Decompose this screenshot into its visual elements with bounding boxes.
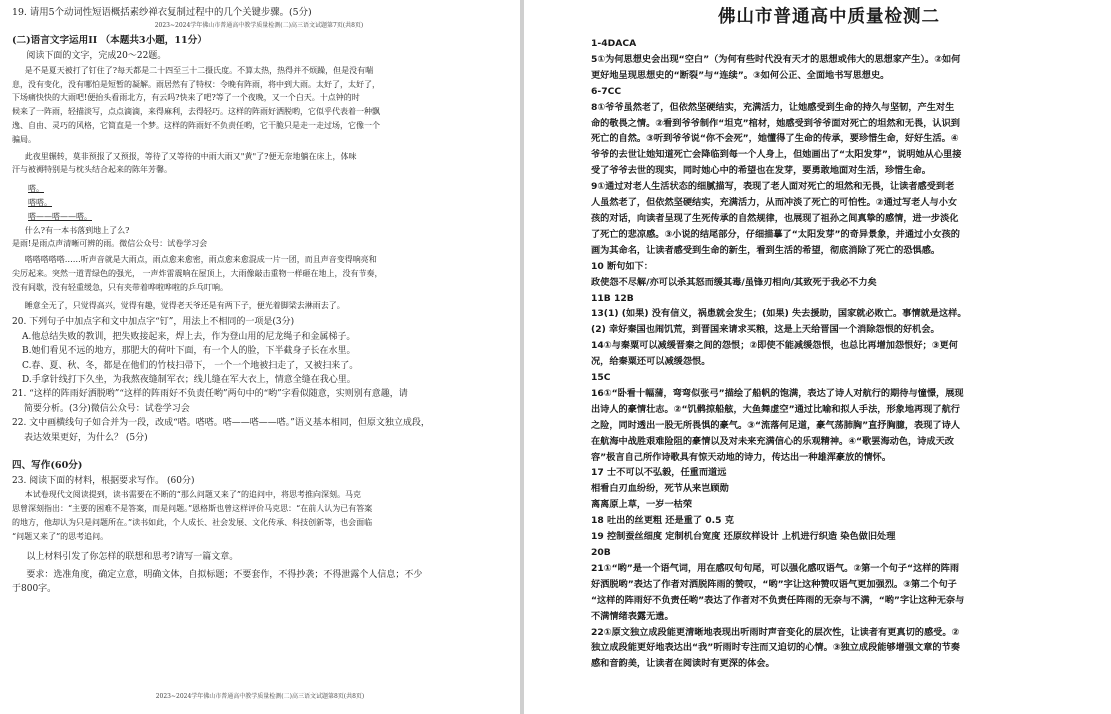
- right-page-answer-key: [524, 0, 1111, 714]
- section-heading-language-use: (二)语言文字运用II （本题共3小题，11分）: [12, 35, 207, 47]
- answer-line: 爷爷的去世让她知道死亡会降临到每一个人身上，但她画出了“太阳发芽”，说明她从心里接: [591, 149, 962, 161]
- answer-line: 5①为何思想史会出现“空白”（为何有些时代没有天才的思想或伟大的思想家产生）。②如何: [591, 53, 961, 65]
- question-line: 简要分析。(3分)微信公众号：试卷学习会: [24, 403, 190, 414]
- passage-line: 息，没有变化，没有哪怕是短暂的凝解。雨居然有了特权：令晚有阵雨，将中到大雨。太好了，太好了，: [12, 79, 380, 89]
- passage-line: 没有间歇，没有轻重缓急，只有夹带着哗啦哗啦的乒乓叮响。: [12, 282, 228, 292]
- answer-line: 孩的对话，向读者呈现了生死传承的自然规律，也展现了祖孙之间真挚的感情，进一步淡化: [591, 212, 959, 224]
- writing-section-heading: 四、写作(60分): [12, 460, 83, 472]
- passage-line: 此夜里辗转，莫非预报了又预报，等待了又等待的中雨大雨又"黄"了?便无奈地躺在床上，体味: [24, 151, 357, 161]
- question-20-options: [12, 330, 506, 388]
- answer-line: 不满情绪表露无遗。: [591, 610, 674, 622]
- answer-line: 6-7CC: [591, 85, 622, 97]
- writing-requirements: [12, 568, 506, 597]
- answer-line: 命的敬畏之情。②看到爷爷制作“坦克”棺材，她感受到爷爷面对死亡的坦然和无畏，认识到: [591, 117, 960, 129]
- answer-line: 死亡的自然。③听到爷爷说“你不会死”，她懂得了生命的传承，要珍惜生命，好好生活。④: [591, 133, 959, 145]
- question-line: 22. 文中画横线句子如合并为一段，改成“嗒。嗒嗒。嗒——嗒——嗒。”语义基本相同，但原文独立成段，: [12, 418, 430, 429]
- answer-line: 16①“卧看十幅蒲，弯弯似张弓”描绘了船帆的饱满，表达了诗人对航行的期待与憧憬，展现: [591, 387, 964, 399]
- option-a: A.他总结失败的教训，把失败接起来，焊上去，作为登山用的尼龙绳子和金属梯子。: [22, 331, 356, 342]
- passage-paragraph-5: [12, 253, 506, 294]
- material-line: 的地方，他却认为只是问题所在。”读书如此，个人成长、社会发展、文化传承、科技创新等，也会面临: [12, 518, 373, 528]
- answer-line: 在航海中战胜艰难险阻的豪情以及对未来充满信心的乐观精神。④“歌罢海动色，诗成天改: [591, 435, 954, 447]
- requirement-line: 于800字。: [12, 584, 57, 595]
- material-line: “问题又来了”的思考追问。: [12, 531, 109, 541]
- left-page-exam-questions: [0, 0, 520, 714]
- answer-line: 1-4DACA: [591, 38, 637, 49]
- answer-line: 13(1) (如果) 没有信义，祸患就会发生；(如果) 失去援助，国家就必败亡。事情就是这样。: [591, 308, 967, 320]
- question-20: 20. 下列句子中加点字和文中加点字“钉”，用法上不相同的一项是(3分): [12, 317, 295, 328]
- passage-line: 逸、自由、灵巧的风格，它简直是一个梦。这样的阵雨好不负责任哟，它干脆只是走一走过场，它像一个: [12, 121, 380, 130]
- writing-material: [12, 488, 506, 543]
- answer-line: “这样的阵雨好不负责任哟”表达了作者对不负责任阵雨的无奈与不满，“哟”字让这种无奈与: [591, 594, 965, 606]
- passage-line: 下场痛快快的大雨吧!便抬头看雨北方，有云吗?快来了吧?等了一个夜晚，又一个白天。十点钟的时: [12, 93, 360, 103]
- passage-line: 候来了一阵雨，轻描淡写，点点滴滴，来得麻利，去得轻巧。这样的阵雨好洒脱哟，它似乎代表着一种飘: [12, 107, 380, 117]
- page-footer-top: 2023~2024学年佛山市普通高中教学质量检测(二)高三语文试题第7页(共8页): [154, 22, 364, 30]
- answer-line: 出诗人的豪情壮志。②“饥鹘掠船舷，大鱼舞虚空”通过比喻和拟人手法，形象地再现了航行: [591, 403, 960, 415]
- underlined-sound-lines: [12, 182, 506, 223]
- answer-line: 离离原上草，一岁一枯荣: [591, 499, 693, 511]
- passage-paragraph-3: 什么?有一本书落到地上了么?: [24, 225, 130, 235]
- answer-line: 15C: [591, 372, 611, 384]
- option-d: D.手拿针线打下久坐，为我熬夜缝制军衣；线儿缝在军大衣上，情意全缝在我心里。: [22, 374, 356, 385]
- writing-prompt: 以上材料引发了你怎样的联想和思考?请写一篇文章。: [26, 551, 239, 562]
- answer-key-title: 佛山市普通高中质量检测二: [718, 7, 940, 27]
- sound-line-2: 嗒嗒。: [28, 197, 52, 207]
- answer-line: 8①爷爷虽然老了，但依然坚硬结实，充满活力，让她感受到生命的持久与坚韧，产生对生: [591, 101, 955, 113]
- passage-paragraph-1: [12, 64, 506, 147]
- reading-intro: 阅读下面的文字，完成20～22题。: [26, 51, 167, 62]
- answer-line: 之险，同时透出一股无所畏惧的豪气。③“流落何足道，豪气荡肺胸”直抒胸臆，表现了诗人: [591, 419, 960, 431]
- answer-line: 14①与秦粟可以减缓晋秦之间的怨恨；②即使不能减缓怨恨，也总比再增加怨恨好；③更何: [591, 340, 958, 352]
- question-21: [12, 387, 506, 416]
- passage-line: 尖厉起来。突然一道青绿色的强光， 一声炸雷震响在屋顶上，大雨像敲击重物一样砸在地上，没有节奏，: [12, 268, 383, 278]
- passage-paragraph-6: 睡意全无了，只觉得高兴，觉得有趣，觉得老天爷还是有两下子，便光着脚梁去淋雨去了。: [24, 300, 345, 310]
- passage-line: 汗与被褥特别是与枕头结合起来的陈年芳馨。: [12, 165, 172, 175]
- sound-line-1: 嗒。: [28, 184, 44, 194]
- requirement-line: 要求：选准角度，确定立意，明确文体，自拟标题；不要套作，不得抄袭；不得泄露个人信息；不少: [26, 570, 423, 581]
- passage-paragraph-2: [12, 150, 506, 178]
- answer-line: 更好地呈现思想史的“断裂”与“连续”。③如何公正、全面地书写思想史。: [591, 69, 890, 81]
- material-line: 思曾深刻指出：“主要的困难不是答案，而是问题。”恩格斯也曾这样评价马克思：“在前人认为已有答案: [12, 504, 373, 514]
- sound-line-3: 嗒——嗒——嗒。: [28, 211, 92, 221]
- question-23: 23. 阅读下面的材料，根据要求写作。 (60分): [12, 476, 195, 487]
- answer-line: 况，给秦粟还可以减缓怨恨。: [591, 356, 711, 368]
- question-22: [12, 416, 506, 445]
- question-19: 19. 请用5个动词性短语概括素纱禅衣复制过程中的几个关键步骤。(5分): [12, 7, 312, 18]
- answer-line: 了死亡的悲凉感。③小说的结尾部分，仔细描摹了“太阳发芽”的奇异景象，并通过小女孩的: [591, 228, 960, 240]
- answer-line: 相看白刃血纷纷，死节从来岂顾勋: [591, 483, 729, 495]
- answer-line: 感和音韵美，让读者在阅读时有更深的体会。: [591, 658, 775, 670]
- answer-line: 好洒脱哟”表达了作者对洒脱阵雨的赞叹，“哟”字让这种赞叹语气更加强烈。③第二个句子: [591, 578, 957, 590]
- question-line: 21. “这样的阵雨好洒脱哟”“这样的阵雨好不负责任哟”两句中的“哟”字看似随意，实则别有意趣，请: [12, 389, 408, 400]
- passage-line: 是不是夏天被打了钉住了?每天都是二十四至三十二摄氏度。不算太热，热得并不烦躁，但是没有喘: [24, 65, 374, 75]
- answer-line: 20B: [591, 547, 611, 558]
- answer-line: (2) 幸好秦国也闹饥荒，到晋国来请求买粮，这是上天给晋国一个消除怨恨的好机会。: [591, 324, 940, 336]
- material-line: 本试卷现代文阅读提到，读书需要在不断的“那么问题又来了”的追问中，将思考推向深刻。马克: [24, 490, 361, 500]
- answer-line: 受了爷爷去世的现实，同时她心中的希望也在发芽，要勇敢地面对生活，珍惜生命。: [591, 165, 931, 177]
- passage-line: 嗒嗒嗒嗒嗒……听声音就是大雨点，雨点愈来愈密，雨点愈来愈混成一片一团，而且声音变得响亮和: [24, 255, 377, 265]
- answer-line: 政使怨不尽解/亦可以杀其怒而缓其毒/虽锋刃相向/其致死于我必不力矣: [591, 276, 877, 288]
- answer-line: 人虽然老了，但依然坚硬结实，充满活力，从而冲淡了死亡的可怕性。②通过写老人与小女: [591, 197, 958, 209]
- option-b: B.她们看见不远的地方，那肥大的荷叶下面，有一个人的脸，下半截身子长在水里。: [22, 346, 356, 357]
- answer-line: 22①原文独立成段能更清晰地表现出听雨时声音变化的层次性，让读者有更真切的感受。②: [591, 626, 960, 638]
- answer-line: 10 断句如下：: [591, 260, 653, 272]
- answer-line: 容”极言自己所作诗歌具有惊天动地的诗力，传达出一种雄浑豪放的情怀。: [591, 451, 892, 463]
- passage-paragraph-4: 是雨!是雨点声清晰可辨的雨。微信公众号：试卷学习会: [12, 239, 208, 249]
- answer-line: 17 士不可以不弘毅，任重而道远: [591, 467, 727, 479]
- passage-line: 骗局。: [12, 134, 36, 144]
- answer-line: 18 吐出的丝更粗 还是重了 0.5 克: [591, 515, 734, 527]
- answer-line: 21①“哟”是一个语气词，用在感叹句句尾，可以强化感叹语气。②第一个句子“这样的阵雨: [591, 562, 960, 574]
- page-footer-bottom: 2023~2024学年佛山市普通高中教学质量检测(二)高三语文试题第8页(共8页): [155, 693, 365, 700]
- answer-line: 9①通过对老人生活状态的细腻描写，表现了老人面对死亡的坦然和无畏，让读者感受到老: [591, 181, 955, 193]
- option-c: C.春、夏、秋、冬，都是在他们的竹枝扫帚下， 一个一个地被扫走了，又被扫来了。: [22, 360, 359, 371]
- question-line: 表达效果更好，为什么？ (5分): [24, 432, 148, 443]
- answer-line: 画为其命名，让读者感受到生命的新生，看到生活的希望，彻底消除了死亡的恐惧感。: [591, 244, 941, 256]
- answer-line: 19 控制蚕丝细度 定制机台宽度 还原纹样设计 上机进行织造 染色做旧处理: [591, 531, 896, 543]
- answer-line: 独立成段能更好地表达出“我”听雨时专注而又迫切的心情。③独立成段能够增强文章的节奏: [591, 642, 960, 654]
- answer-line: 11B 12B: [591, 292, 634, 304]
- answer-lines: [591, 36, 1097, 672]
